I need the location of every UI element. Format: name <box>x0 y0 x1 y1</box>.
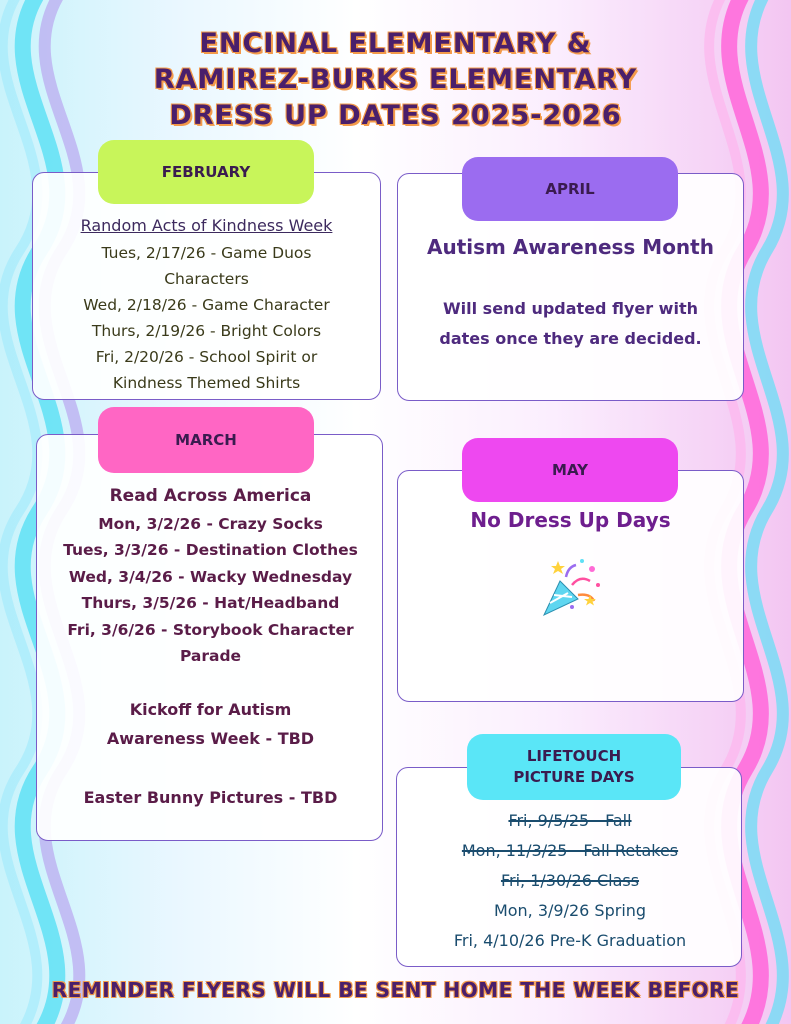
footer-reminder: REMINDER FLYERS WILL BE SENT HOME THE WEEK BEFORE <box>51 978 740 1002</box>
february-line: Tues, 2/17/26 - Game Duos <box>101 244 312 262</box>
february-line: Fri, 2/20/26 - School Spirit or <box>95 348 318 366</box>
picture-day-line: Mon, 3/9/26 Spring <box>493 901 647 920</box>
may-heading: No Dress Up Days <box>470 508 671 532</box>
february-line: Wed, 2/18/26 - Game Character <box>83 296 330 314</box>
february-content <box>36 212 377 396</box>
party-popper-icon <box>538 555 602 619</box>
february-line: Characters <box>164 270 249 288</box>
picture-day-line: Fri, 1/30/26 Class <box>500 871 640 890</box>
february-line: Thurs, 2/19/26 - Bright Colors <box>91 322 322 340</box>
april-note-line-1: Will send updated flyer with <box>443 299 698 318</box>
may-label: MAY <box>462 438 678 502</box>
march-line: Thurs, 3/5/26 - Hat/Headband <box>81 594 340 613</box>
march-kickoff-line-2: Awareness Week - TBD <box>106 729 315 749</box>
march-line: Parade <box>179 647 242 666</box>
picture-days-label: LIFETOUCH PICTURE DAYS <box>467 734 681 800</box>
picture-days-content <box>398 806 742 956</box>
february-heading: Random Acts of Kindness Week <box>80 216 333 235</box>
picture-day-line: Mon, 11/3/25 - Fall Retakes <box>461 841 679 860</box>
march-easter-line: Easter Bunny Pictures - TBD <box>83 788 338 808</box>
title-line-3: DRESS UP DATES 2025-2026 <box>169 100 622 131</box>
may-content <box>400 505 741 535</box>
march-kickoff-line-1: Kickoff for Autism <box>129 700 292 720</box>
picture-day-line: Fri, 4/10/26 Pre-K Graduation <box>453 931 687 950</box>
april-label: APRIL <box>462 157 678 221</box>
february-line: Kindness Themed Shirts <box>112 374 301 392</box>
march-content <box>38 481 383 812</box>
april-note-line-2: dates once they are decided. <box>439 329 702 348</box>
march-label: MARCH <box>98 407 314 473</box>
march-line: Tues, 3/3/26 - Destination Clothes <box>63 541 358 560</box>
title-line-2: RAMIREZ-BURKS ELEMENTARY <box>153 64 638 95</box>
march-line: Wed, 3/4/26 - Wacky Wednesday <box>68 567 353 586</box>
april-content <box>400 232 741 354</box>
march-heading: Read Across America <box>109 486 312 506</box>
picture-day-line: Fri, 9/5/25 - Fall <box>508 811 632 830</box>
april-heading: Autism Awareness Month <box>427 235 714 259</box>
title-line-1: ENCINAL ELEMENTARY & <box>199 28 592 59</box>
march-line: Fri, 3/6/26 - Storybook Character <box>67 620 354 639</box>
page-title <box>0 26 791 134</box>
february-label: FEBRUARY <box>98 140 314 204</box>
march-line: Mon, 3/2/26 - Crazy Socks <box>98 515 323 533</box>
